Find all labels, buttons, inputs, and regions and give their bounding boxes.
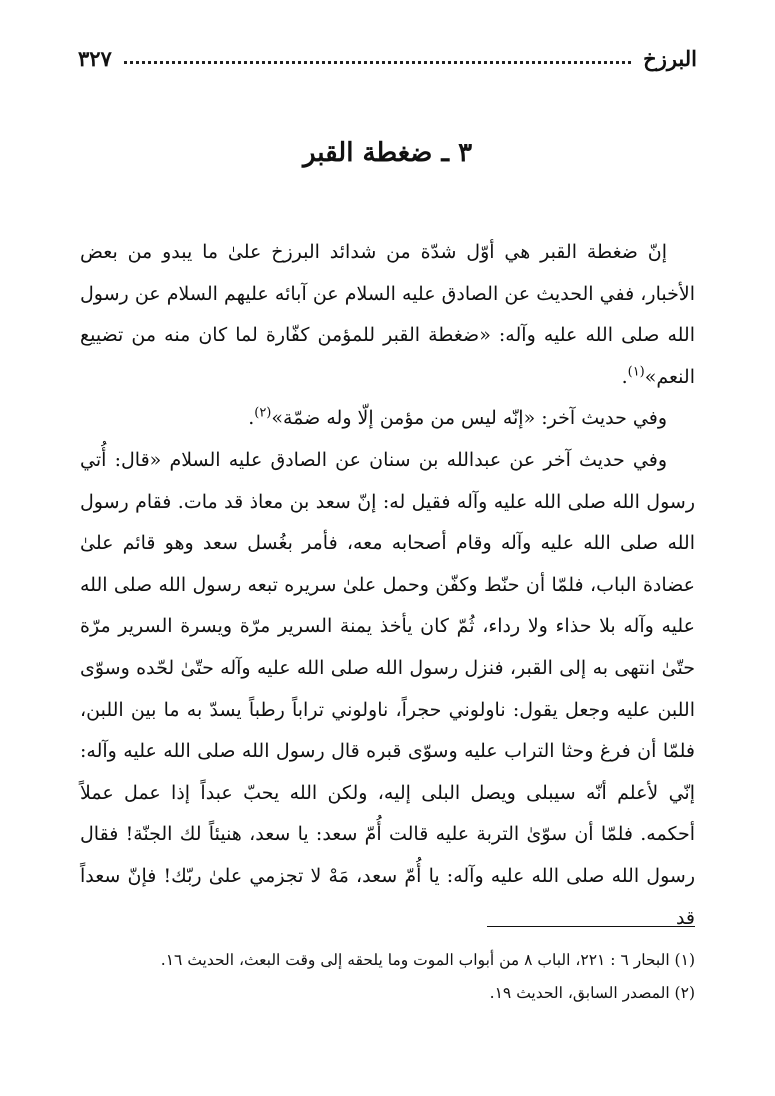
footnotes: [80, 944, 695, 1010]
running-header: [78, 38, 697, 78]
paragraph-text: إنّ ضغطة القبر هي أوّل شدّة من شدائد البرزخ علىٰ ما يبدو من بعض الأخبار، ففي الحديث عن الصادق عليه السلام عن آبائه عليهم السلام عن رسول الله صلى الله عليه وآله: «ضغطة القبر للمؤمن كفّارة لما كان منه من تضييع النعم»: [80, 241, 695, 388]
paragraph: [80, 440, 695, 939]
footnote-item: (٢) المصدر السابق، الحديث ١٩.: [489, 984, 695, 1002]
footnote-ref[interactable]: (٢): [254, 406, 272, 422]
page-number: ٣٢٧: [78, 45, 112, 71]
chapter-title: البرزخ: [643, 45, 697, 71]
dot-leader: [124, 61, 631, 64]
paragraph-tail: .: [248, 407, 255, 430]
paragraph-text: وفي حديث آخر عن عبدالله بن سنان عن الصادق عليه السلام «قال: أُتي رسول الله صلى الله عليه وآله فقيل له: إنّ سعد بن معاذ قد مات. فقام رسول الله صلى الله عليه وآله وقام أصحابه معه، فأمر بغُسل سعد وهو قائم علىٰ عضادة الباب، فلمّا أن حنّط وكفّن وحمل علىٰ سريره تبعه رسول الله صلى الله عليه وآله بلا حذاء ولا رداء، ثُمّ كان يأخذ يمنة السرير مرّة ويسرة السرير مرّة حتّىٰ انتهى به إلى القبر، فنزل رسول الله صلى الله عليه وآله حتّىٰ لحّده وسوّى اللبن عليه وجعل يقول: ناولوني حجراً، ناولوني تراباً رطباً يسدّ به ما بين اللبن، فلمّا أن فرغ وحثا التراب عليه وسوّى قبره قال رسول الله صلى الله عليه وآله: إنّي لأعلم أنّه سيبلى ويصل البلى إليه، ولكن الله يحبّ عبداً إذا عمل عملاً أحكمه. فلمّا أن سوّىٰ التربة عليه قالت أُمّ سعد: يا سعد، هنيئاً لك الجنّة! فقال رسول الله صلى الله عليه وآله: يا أُمّ سعد، مَهْ لا تجزمي علىٰ ربّك! فإنّ سعداً قد: [80, 448, 695, 929]
body-text: [80, 232, 695, 939]
paragraph-text: وفي حديث آخر: «إنّه ليس من مؤمن إلّا وله ضمّة»: [271, 407, 667, 430]
footnote-ref[interactable]: (١): [627, 364, 645, 380]
paragraph: [80, 232, 695, 398]
footnote-item: (١) البحار ٦ : ٢٢١، الباب ٨ من أبواب الموت وما يلحقه إلى وقت البعث، الحديث ١٦.: [160, 951, 695, 969]
section-title: ٣ ـ ضغطة القبر: [302, 138, 473, 168]
footnote-divider: [487, 926, 695, 927]
paragraph: [80, 398, 695, 440]
paragraph-tail: .: [621, 365, 628, 388]
